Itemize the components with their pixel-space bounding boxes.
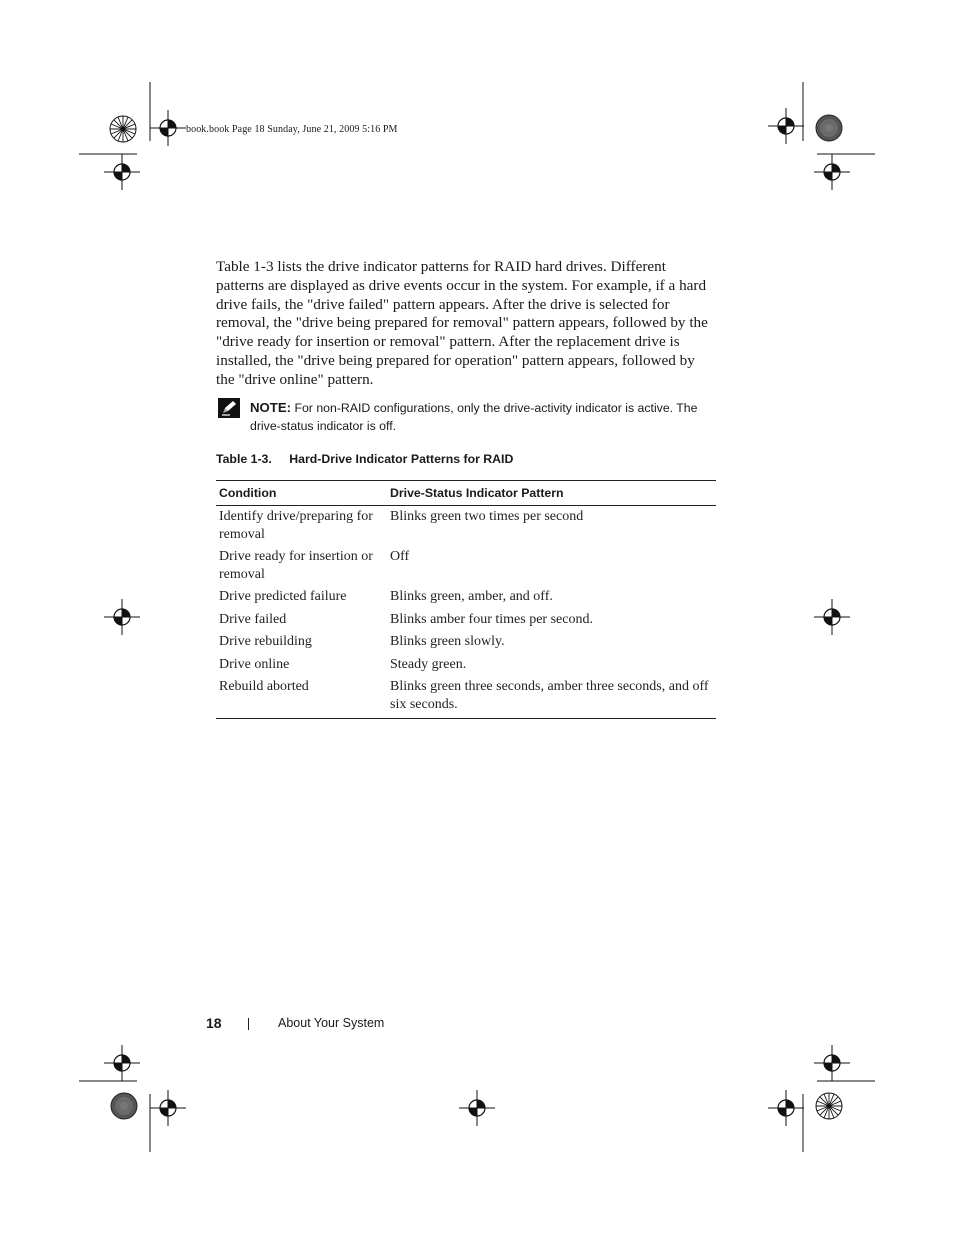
table-row xyxy=(216,610,716,633)
cell-condition: Drive failed xyxy=(219,611,287,627)
body-paragraph: Table 1-3 lists the drive indicator patterns for RAID hard drives. Different patterns are displayed as drive events occur in the system. For example, if a hard drive fails, the "drive failed" pattern appears. After the drive is selected for removal, the "drive being prepared for removal" pattern appears, followed by the "drive ready for insertion or removal" pattern. After the replacement drive is installed, the "drive being prepared for operation" pattern appears, followed by the "drive online" pattern. xyxy=(216,258,708,388)
cell-condition: Drive predicted failure xyxy=(219,589,347,604)
cell-condition: Identify drive/preparing for removal xyxy=(219,509,373,542)
cell-pattern: Blinks green, amber, and off. xyxy=(390,589,553,604)
table-caption-number: Table 1-3. xyxy=(216,452,272,466)
cell-pattern: Blinks green three seconds, amber three seconds, and off six seconds. xyxy=(387,677,716,719)
cell-condition: Rebuild aborted xyxy=(216,677,387,719)
footer-divider xyxy=(248,1018,249,1030)
cell-pattern: Blinks green slowly. xyxy=(390,634,505,649)
note-pencil-icon xyxy=(218,398,240,418)
cell-pattern: Steady green. xyxy=(390,656,467,672)
column-header-condition: Condition xyxy=(216,481,387,506)
cell-pattern: Off xyxy=(390,549,410,564)
table-caption xyxy=(216,452,513,466)
table-row xyxy=(216,655,716,678)
note-label: NOTE: xyxy=(250,400,292,415)
table-header-row xyxy=(216,481,716,506)
print-slug-header: book.book Page 18 Sunday, June 21, 2009 5:16 PM xyxy=(186,124,398,135)
column-header-pattern: Drive-Status Indicator Pattern xyxy=(387,481,716,506)
table-row xyxy=(216,506,716,548)
cell-pattern: Blinks green two times per second xyxy=(390,509,584,524)
table-caption-title: Hard-Drive Indicator Patterns for RAID xyxy=(289,452,514,466)
note-block xyxy=(250,399,720,435)
table-row xyxy=(216,632,716,655)
table-row xyxy=(216,587,716,610)
cell-condition: Drive ready for insertion or removal xyxy=(219,549,373,582)
indicator-patterns-table xyxy=(216,480,716,719)
footer-section-title: About Your System xyxy=(278,1016,385,1030)
cell-condition: Drive online xyxy=(219,656,290,672)
cell-pattern: Blinks amber four times per second. xyxy=(390,611,593,627)
note-text: For non-RAID configurations, only the drive-activity indicator is active. The drive-status indicator is off. xyxy=(250,401,698,433)
table-row xyxy=(216,677,716,719)
cell-condition: Drive rebuilding xyxy=(219,634,312,649)
table-row xyxy=(216,547,716,587)
page-number: 18 xyxy=(206,1015,222,1031)
